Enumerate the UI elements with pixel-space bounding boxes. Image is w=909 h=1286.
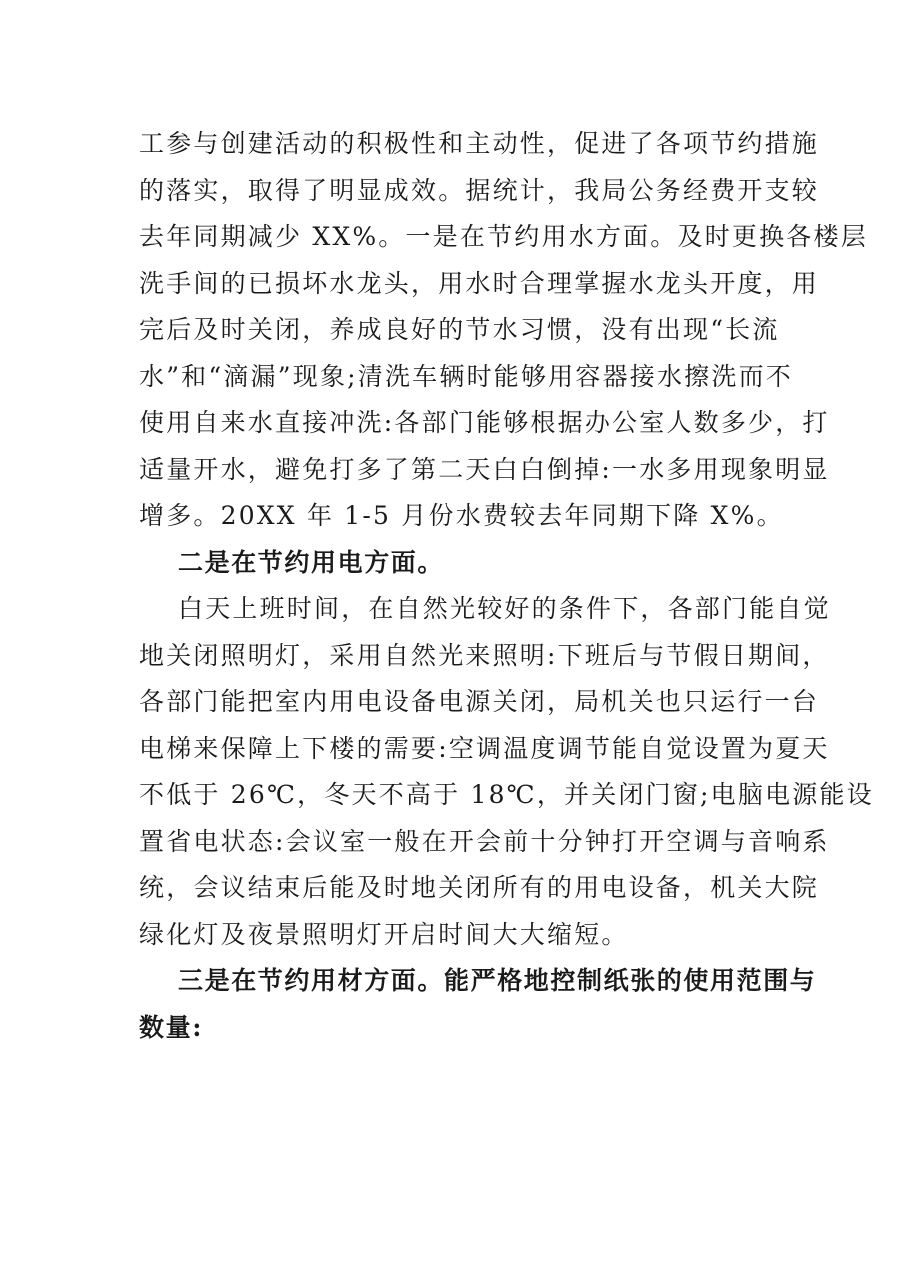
text-line: 三是在节约用材方面。能严格地控制纸张的使用范围与 bbox=[178, 966, 817, 995]
text-line: 使用自来水直接冲洗:各部门能够根据办公室人数多少，打 bbox=[139, 408, 830, 437]
text-line: 统，会议结束后能及时地关闭所有的用电设备，机关大院 bbox=[139, 873, 820, 902]
text-line: 置省电状态:会议室一般在开会前十分钟打开空调与音响系 bbox=[139, 826, 830, 856]
text-line: 适量开水，避免打多了第二天白白倒掉:一水多用现象明显 bbox=[139, 454, 830, 484]
text-line: 去年同期减少 XX%。一是在节约用水方面。及时更换各楼层 bbox=[139, 222, 868, 251]
text-line: 工参与创建活动的积极性和主动性，促进了各项节约措施 bbox=[139, 129, 820, 158]
text-line: 洗手间的已损坏水龙头，用水时合理掌握水龙头开度，用 bbox=[139, 268, 820, 298]
text-line: 的落实，取得了明显成效。据统计，我局公务经费开支较 bbox=[139, 175, 820, 205]
text-line: 数量: bbox=[139, 1012, 204, 1042]
text-line: 绿化灯及夜景照明灯开启时间大大缩短。 bbox=[139, 919, 629, 949]
paragraph-electricity-saving bbox=[139, 586, 874, 958]
paragraph-water-saving bbox=[139, 121, 868, 540]
document-page bbox=[139, 121, 874, 1051]
section-heading-materials bbox=[139, 958, 817, 1051]
text-line: 地关闭照明灯，采用自然光来照明:下班后与节假日期间， bbox=[139, 640, 830, 670]
text-line: 各部门能把室内用电设备电源关闭，局机关也只运行一台 bbox=[139, 687, 820, 716]
text-line: 电梯来保障上下楼的需要:空调温度调节能自觉设置为夏天 bbox=[139, 733, 830, 763]
text-line: 完后及时关闭，养成良好的节水习惯，没有出现“长流 bbox=[139, 315, 780, 344]
text-line: 不低于 26℃，冬天不高于 18℃，并关闭门窗;电脑电源能设 bbox=[139, 780, 874, 809]
text-line: 增多。20XX 年 1-5 月份水费较去年同期下降 X%。 bbox=[139, 501, 784, 530]
section-heading-electricity: 二是在节约用电方面。 bbox=[178, 547, 445, 577]
text-line: 白天上班时间，在自然光较好的条件下，各部门能自觉 bbox=[178, 594, 831, 623]
text-line: 水”和“滴漏”现象;清洗车辆时能够用容器接水擦洗而不 bbox=[139, 361, 793, 391]
